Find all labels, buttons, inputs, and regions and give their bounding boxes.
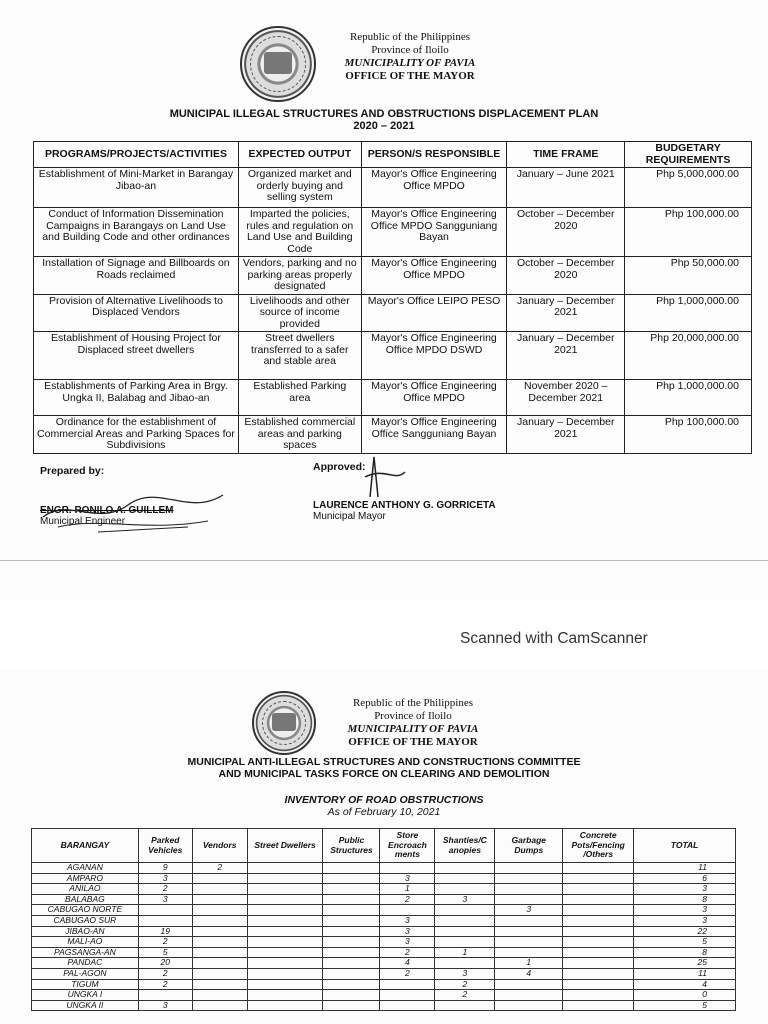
plan-cell-budget: Php 100,000.00 <box>625 208 752 257</box>
inventory-count-cell <box>323 1000 380 1011</box>
inventory-count-cell <box>563 968 634 979</box>
inventory-count-cell: 2 <box>138 937 192 948</box>
inventory-count-cell <box>380 863 435 874</box>
inventory-count-cell <box>495 1000 563 1011</box>
inventory-row <box>32 1000 736 1011</box>
inventory-barangay-cell: TIGUM <box>32 979 139 990</box>
plan-cell-budget: Php 50,000.00 <box>625 257 752 295</box>
inventory-row <box>32 894 736 905</box>
inventory-count-cell <box>323 937 380 948</box>
prepared-by-title: Municipal Engineer <box>40 516 126 527</box>
inventory-count-cell: 8 <box>634 894 736 905</box>
inventory-count-cell <box>192 947 247 958</box>
plan-cell-responsible: Mayor's Office Engineering Office MPDO DSWD <box>361 332 507 380</box>
inventory-count-cell: 2 <box>380 947 435 958</box>
inventory-count-cell <box>563 884 634 895</box>
inventory-count-cell <box>435 863 495 874</box>
inventory-count-cell: 0 <box>634 990 736 1001</box>
inventory-count-cell: 2 <box>435 990 495 1001</box>
inventory-barangay-cell: JIBAO-AN <box>32 926 139 937</box>
inventory-count-cell <box>323 894 380 905</box>
inventory-count-cell <box>192 958 247 969</box>
inventory-count-cell <box>192 990 247 1001</box>
plan-cell-responsible: Mayor's Office Engineering Office Sangguniang Bayan <box>361 416 507 454</box>
inventory-count-cell <box>435 937 495 948</box>
inventory-col-header: TOTAL <box>634 829 736 863</box>
inventory-count-cell <box>192 894 247 905</box>
inventory-barangay-cell: CABUGAO NORTE <box>32 905 139 916</box>
camscanner-watermark: Scanned with CamScanner <box>460 630 648 647</box>
inventory-count-cell: 3 <box>435 968 495 979</box>
approved-by-signatory <box>313 500 496 522</box>
inventory-count-cell: 11 <box>634 863 736 874</box>
inventory-count-cell <box>247 873 323 884</box>
plan-cell-output: Established commercial areas and parking spaces <box>238 416 361 454</box>
inventory-count-cell <box>495 926 563 937</box>
inventory-count-cell <box>563 958 634 969</box>
inventory-count-cell <box>192 979 247 990</box>
inventory-count-cell: 9 <box>138 863 192 874</box>
inventory-count-cell: 3 <box>138 1000 192 1011</box>
inventory-count-cell <box>435 873 495 884</box>
inventory-count-cell <box>563 979 634 990</box>
inventory-count-cell: 1 <box>435 947 495 958</box>
inventory-count-cell: 6 <box>634 873 736 884</box>
inventory-count-cell <box>495 990 563 1001</box>
inventory-count-cell <box>323 873 380 884</box>
inventory-count-cell: 3 <box>380 873 435 884</box>
plan-cell-program: Provision of Alternative Livelihoods to Displaced Vendors <box>34 294 239 332</box>
inventory-count-cell <box>247 947 323 958</box>
inventory-count-cell <box>495 894 563 905</box>
inventory-count-cell: 5 <box>634 1000 736 1011</box>
plan-cell-output: Organized market and orderly buying and selling system <box>238 168 361 208</box>
plan-cell-responsible: Mayor's Office Engineering Office MPDO <box>361 168 507 208</box>
letterhead <box>300 31 520 83</box>
plan-row <box>34 294 752 332</box>
inventory-count-cell: 3 <box>380 926 435 937</box>
letterhead-line-3: MUNICIPALITY OF PAVIA <box>344 57 476 69</box>
inventory-count-cell <box>495 979 563 990</box>
inventory-count-cell: 11 <box>634 968 736 979</box>
inventory-count-cell <box>247 990 323 1001</box>
plan-row <box>34 416 752 454</box>
inventory-count-cell <box>323 926 380 937</box>
inventory-count-cell <box>192 915 247 926</box>
plan-cell-program: Establishments of Parking Area in Brgy. Ungka II, Balabag and Jibao-an <box>34 380 239 416</box>
letterhead-line-1: Republic of the Philippines <box>349 31 471 43</box>
plan-cell-time: October – December 2020 <box>507 208 625 257</box>
inventory-count-cell <box>247 968 323 979</box>
inventory-count-cell <box>435 926 495 937</box>
inventory-count-cell <box>435 1000 495 1011</box>
page-1-edge <box>0 560 768 561</box>
inventory-row <box>32 915 736 926</box>
approved-by-title: Municipal Mayor <box>313 511 386 522</box>
plan-period: 2020 – 2021 <box>353 120 415 132</box>
inventory-count-cell: 2 <box>192 863 247 874</box>
road-obstructions-table <box>31 828 736 1011</box>
inventory-count-cell <box>563 863 634 874</box>
inventory-count-cell <box>247 979 323 990</box>
approved-by-label: Approved: <box>313 461 366 473</box>
inventory-barangay-cell: CABUGAO SUR <box>32 915 139 926</box>
inventory-count-cell <box>247 937 323 948</box>
letterhead-line-4: OFFICE OF THE MAYOR <box>345 70 475 82</box>
inventory-count-cell <box>563 873 634 884</box>
inventory-count-cell: 25 <box>634 958 736 969</box>
inventory-count-cell: 8 <box>634 947 736 958</box>
inventory-count-cell <box>323 905 380 916</box>
inventory-count-cell: 3 <box>138 873 192 884</box>
plan-row <box>34 257 752 295</box>
plan-cell-output: Street dwellers transferred to a safer and stable area <box>238 332 361 380</box>
inventory-count-cell <box>380 1000 435 1011</box>
inventory-count-cell <box>138 915 192 926</box>
plan-cell-output: Livelihoods and other source of income provided <box>238 294 361 332</box>
inventory-col-header: Shanties/C anopies <box>435 829 495 863</box>
plan-cell-responsible: Mayor's Office Engineering Office MPDO <box>361 380 507 416</box>
inventory-count-cell <box>192 884 247 895</box>
plan-cell-program: Establishment of Mini-Market in Barangay Jibao-an <box>34 168 239 208</box>
plan-cell-output: Imparted the policies, rules and regulation on Land Use and Building Code <box>238 208 361 257</box>
municipal-seal-logo <box>252 691 316 755</box>
inventory-row <box>32 958 736 969</box>
displacement-plan-table <box>33 141 752 454</box>
inventory-count-cell: 20 <box>138 958 192 969</box>
plan-cell-program: Conduct of Information Dissemination Campaigns in Barangays on Land Use and Building Code and other ordinances <box>34 208 239 257</box>
inventory-count-cell: 5 <box>634 937 736 948</box>
inventory-col-header: Concrete Pots/Fencing /Others <box>563 829 634 863</box>
plan-col-header: BUDGETARY REQUIREMENTS <box>625 142 752 168</box>
inventory-count-cell: 4 <box>634 979 736 990</box>
plan-row <box>34 208 752 257</box>
inventory-count-cell <box>380 979 435 990</box>
inventory-count-cell <box>247 863 323 874</box>
inventory-barangay-cell: PAL-AGON <box>32 968 139 979</box>
inventory-count-cell <box>563 990 634 1001</box>
inventory-col-header: Vendors <box>192 829 247 863</box>
inventory-barangay-cell: PANDAC <box>32 958 139 969</box>
plan-cell-budget: Php 1,000,000.00 <box>625 294 752 332</box>
inventory-count-cell <box>192 968 247 979</box>
inventory-date: As of February 10, 2021 <box>327 806 441 818</box>
inventory-row <box>32 926 736 937</box>
plan-cell-budget: Php 20,000,000.00 <box>625 332 752 380</box>
plan-header-row <box>34 142 752 168</box>
inventory-count-cell <box>247 1000 323 1011</box>
inventory-count-cell: 2 <box>138 884 192 895</box>
plan-cell-program: Ordinance for the establishment of Commercial Areas and Parking Spaces for Subdivisions <box>34 416 239 454</box>
inventory-count-cell <box>563 894 634 905</box>
inventory-count-cell <box>563 915 634 926</box>
inventory-count-cell <box>323 947 380 958</box>
inventory-count-cell: 3 <box>380 937 435 948</box>
inventory-count-cell <box>380 990 435 1001</box>
inventory-count-cell <box>138 905 192 916</box>
inventory-count-cell: 3 <box>634 884 736 895</box>
inventory-count-cell: 3 <box>634 905 736 916</box>
inventory-col-header: Store Encroach ments <box>380 829 435 863</box>
plan-col-header: PERSON/S RESPONSIBLE <box>361 142 507 168</box>
inventory-count-cell <box>323 990 380 1001</box>
approved-by-block <box>313 461 366 473</box>
inventory-count-cell <box>192 873 247 884</box>
inventory-barangay-cell: MALI-AO <box>32 937 139 948</box>
inventory-count-cell <box>563 947 634 958</box>
plan-cell-time: January – December 2021 <box>507 416 625 454</box>
plan-cell-program: Establishment of Housing Project for Displaced street dwellers <box>34 332 239 380</box>
inventory-row <box>32 863 736 874</box>
inventory-count-cell <box>192 1000 247 1011</box>
plan-row <box>34 332 752 380</box>
inventory-count-cell: 2 <box>380 968 435 979</box>
letterhead-line-3: MUNICIPALITY OF PAVIA <box>347 723 479 735</box>
inventory-row <box>32 873 736 884</box>
inventory-count-cell <box>247 884 323 895</box>
inventory-col-header: Public Structures <box>323 829 380 863</box>
inventory-count-cell: 1 <box>495 958 563 969</box>
plan-cell-responsible: Mayor's Office Engineering Office MPDO Sangguniang Bayan <box>361 208 507 257</box>
inventory-count-cell: 3 <box>138 894 192 905</box>
prepared-by-block <box>40 465 104 477</box>
plan-col-header: TIME FRAME <box>507 142 625 168</box>
inventory-count-cell: 2 <box>138 979 192 990</box>
inventory-col-header: Parked Vehicles <box>138 829 192 863</box>
approved-by-name: LAURENCE ANTHONY G. GORRICETA <box>313 500 496 511</box>
inventory-count-cell <box>247 926 323 937</box>
inventory-count-cell <box>323 915 380 926</box>
inventory-row <box>32 884 736 895</box>
inventory-count-cell: 22 <box>634 926 736 937</box>
inventory-count-cell <box>323 979 380 990</box>
plan-cell-budget: Php 5,000,000.00 <box>625 168 752 208</box>
inventory-count-cell <box>247 915 323 926</box>
inventory-count-cell: 1 <box>380 884 435 895</box>
inventory-count-cell: 4 <box>380 958 435 969</box>
plan-cell-time: January – December 2021 <box>507 294 625 332</box>
inventory-count-cell <box>563 926 634 937</box>
inventory-count-cell <box>192 926 247 937</box>
inventory-col-header: BARANGAY <box>32 829 139 863</box>
plan-cell-time: November 2020 – December 2021 <box>507 380 625 416</box>
inventory-count-cell <box>192 937 247 948</box>
inventory-count-cell <box>192 905 247 916</box>
inventory-row <box>32 905 736 916</box>
plan-col-header: EXPECTED OUTPUT <box>238 142 361 168</box>
inventory-count-cell <box>435 958 495 969</box>
inventory-count-cell <box>563 1000 634 1011</box>
letterhead <box>308 697 518 749</box>
inventory-count-cell <box>247 958 323 969</box>
letterhead-line-1: Republic of the Philippines <box>352 697 474 709</box>
plan-col-header: PROGRAMS/PROJECTS/ACTIVITIES <box>34 142 239 168</box>
plan-cell-time: January – December 2021 <box>507 332 625 380</box>
inventory-col-header: Street Dwellers <box>247 829 323 863</box>
inventory-count-cell <box>323 968 380 979</box>
inventory-col-header: Garbage Dumps <box>495 829 563 863</box>
inventory-count-cell <box>563 905 634 916</box>
plan-cell-responsible: Mayor's Office LEIPO PESO <box>361 294 507 332</box>
inventory-count-cell: 4 <box>495 968 563 979</box>
plan-cell-responsible: Mayor's Office Engineering Office MPDO <box>361 257 507 295</box>
inventory-title: INVENTORY OF ROAD OBSTRUCTIONS <box>284 794 484 806</box>
plan-cell-output: Established Parking area <box>238 380 361 416</box>
inventory-row <box>32 947 736 958</box>
inventory-row <box>32 979 736 990</box>
inventory-count-cell: 3 <box>634 915 736 926</box>
plan-row <box>34 380 752 416</box>
inventory-count-cell <box>563 937 634 948</box>
prepared-by-label: Prepared by: <box>40 465 105 477</box>
inventory-row <box>32 937 736 948</box>
inventory-barangay-cell: BALABAG <box>32 894 139 905</box>
inventory-count-cell <box>435 915 495 926</box>
inventory-count-cell <box>323 958 380 969</box>
letterhead-line-2: Province of Iloilo <box>371 44 449 56</box>
inventory-count-cell <box>495 915 563 926</box>
plan-title: MUNICIPAL ILLEGAL STRUCTURES AND OBSTRUCTIONS DISPLACEMENT PLAN <box>169 108 599 120</box>
plan-cell-budget: Php 100,000.00 <box>625 416 752 454</box>
plan-cell-time: January – June 2021 <box>507 168 625 208</box>
inventory-barangay-cell: UNGKA II <box>32 1000 139 1011</box>
inventory-count-cell: 3 <box>380 915 435 926</box>
plan-cell-output: Vendors, parking and no parking areas properly designated <box>238 257 361 295</box>
inventory-count-cell: 2 <box>138 968 192 979</box>
letterhead-line-2: Province of Iloilo <box>374 710 452 722</box>
inventory-count-cell: 3 <box>435 894 495 905</box>
plan-cell-time: October – December 2020 <box>507 257 625 295</box>
prepared-by-signature <box>38 487 228 537</box>
inventory-count-cell <box>247 905 323 916</box>
inventory-count-cell <box>495 884 563 895</box>
inventory-count-cell <box>323 884 380 895</box>
inventory-row <box>32 968 736 979</box>
plan-row <box>34 168 752 208</box>
prepared-by-name: ENGR. RONILO A. GUILLEM <box>40 505 174 516</box>
plan-cell-program: Installation of Signage and Billboards on Roads reclaimed <box>34 257 239 295</box>
inventory-barangay-cell: UNGKA I <box>32 990 139 1001</box>
inventory-count-cell <box>380 905 435 916</box>
inventory-count-cell <box>495 863 563 874</box>
inventory-count-cell: 19 <box>138 926 192 937</box>
inventory-count-cell <box>495 947 563 958</box>
inventory-barangay-cell: PAGSANGA-AN <box>32 947 139 958</box>
inventory-header-row <box>32 829 736 863</box>
letterhead-line-4: OFFICE OF THE MAYOR <box>348 736 478 748</box>
inventory-count-cell <box>495 937 563 948</box>
inventory-count-cell <box>435 905 495 916</box>
committee-title-2: AND MUNICIPAL TASKS FORCE ON CLEARING AND DEMOLITION <box>218 768 550 780</box>
inventory-count-cell <box>247 894 323 905</box>
committee-title-1: MUNICIPAL ANTI-ILLEGAL STRUCTURES AND CONSTRUCTIONS COMMITTEE <box>187 756 581 768</box>
inventory-row <box>32 990 736 1001</box>
approved-by-signature <box>360 452 410 502</box>
inventory-count-cell: 2 <box>435 979 495 990</box>
inventory-count-cell: 3 <box>495 905 563 916</box>
inventory-barangay-cell: AMPARO <box>32 873 139 884</box>
inventory-count-cell <box>323 863 380 874</box>
inventory-title-block <box>0 794 768 818</box>
inventory-barangay-cell: AGANAN <box>32 863 139 874</box>
inventory-count-cell: 2 <box>380 894 435 905</box>
inventory-count-cell <box>495 873 563 884</box>
inventory-count-cell: 5 <box>138 947 192 958</box>
inventory-barangay-cell: ANILAO <box>32 884 139 895</box>
inventory-count-cell <box>435 884 495 895</box>
inventory-count-cell <box>138 990 192 1001</box>
plan-cell-budget: Php 1,000,000.00 <box>625 380 752 416</box>
